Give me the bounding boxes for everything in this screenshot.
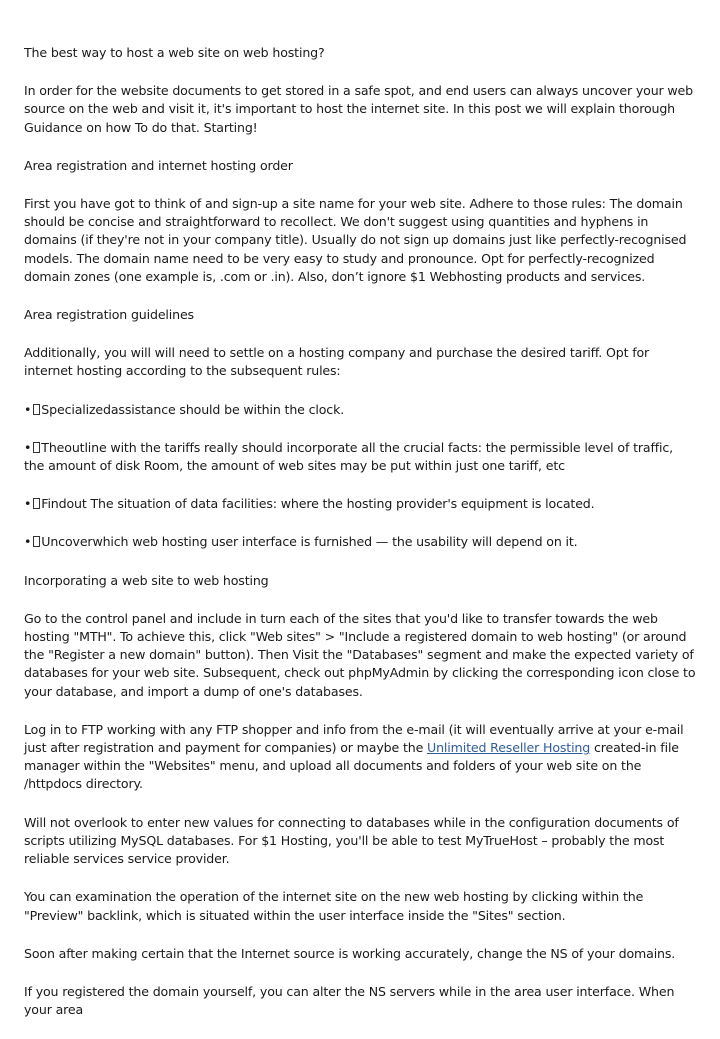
ns-servers-paragraph: If you registered the domain yourself, you can alter the NS servers while in the area user interface. When your area xyxy=(24,983,675,1018)
bullet-item-interface xyxy=(24,533,696,551)
hosting-choice-paragraph: Additionally, you will will need to settle on a hosting company and purchase the desired tariff. Opt for internet hosting according to the subsequent rules: xyxy=(24,345,650,379)
section-heading-incorporating: Incorporating a web site to web hosting xyxy=(24,572,269,588)
bullet-text: outline with the tariffs really should incorporate all the crucial facts: the permissible level of traffic, the amount of disk Room, the amount of web sites may be put within just one tariff, etc xyxy=(24,439,674,474)
bullet-word: The xyxy=(41,439,65,455)
domain-rules-paragraph: First you have got to think of and sign-up a site name for your web site. Adhere to those rules: The domain should be concise and straightforward to recollect. We don't suggest using quantities and hyphens in domains (if they're not in your company title). Usually do not sign up domains just like perfectly-recognised models. The domain name need to be very easy to study and pronounce. Opt for perfectly-recognized domain zones (one example is, .com or .in). Also, don’t ignore $1 Webhosting products and services. xyxy=(24,196,687,284)
bullet-word: Uncover xyxy=(41,534,93,550)
missing-glyph-icon xyxy=(33,442,40,453)
section-heading-registration: Area registration and internet hosting order xyxy=(24,157,293,173)
bullet-item-support xyxy=(24,401,696,419)
bullet-icon: • xyxy=(24,401,32,417)
bullet-word: Find xyxy=(41,496,67,512)
database-config-paragraph: Will not overlook to enter new values for connecting to databases while in the configuration documents of scripts utilizing MySQL databases. For $1 Hosting, you'll be able to test MyTrueHost – probably the most reliable services service provider. xyxy=(24,814,679,867)
preview-paragraph: You can examination the operation of the internet site on the new web hosting by clicking within the "Preview" backlink, which is situated within the user interface inside the "Sites" section. xyxy=(24,889,644,923)
bullet-icon: • xyxy=(24,496,32,512)
ns-change-paragraph: Soon after making certain that the Internet source is working accurately, change the NS of your domains. xyxy=(24,945,676,961)
bullet-icon: • xyxy=(24,439,32,455)
page-title: The best way to host a web site on web hosting? xyxy=(24,45,325,60)
bullet-text: assistance should be within the clock. xyxy=(110,401,345,417)
bullet-item-tariffs xyxy=(24,439,696,475)
section-heading-guidelines: Area registration guidelines xyxy=(24,307,194,323)
unlimited-reseller-hosting-link[interactable]: Unlimited Reseller Hosting xyxy=(427,740,591,756)
control-panel-paragraph: Go to the control panel and include in turn each of the sites that you'd like to transfer towards the web hosting "MTH". To achieve this, click "Web sites" > "Include a registered domain to web hosting" (or around the "Register a new domain" button). Then Visit the "Databases" segment and make the expected variety of databases for your web site. Subsequent, check out phpMyAdmin by clicking the corresponding icon close to your database, and import a dump of one's databases. xyxy=(24,610,696,699)
bullet-item-datacenters xyxy=(24,495,696,513)
ftp-paragraph xyxy=(24,721,696,794)
missing-glyph-icon xyxy=(33,536,40,547)
document-body xyxy=(24,44,696,1039)
ftp-text-before: Log in to FTP working with any FTP shopper and info from the e-mail (it will eventually arrive at your e-mail just after registration and payment for companies) or maybe the xyxy=(24,721,684,756)
missing-glyph-icon xyxy=(33,498,40,509)
bullet-word: Specialized xyxy=(41,401,111,417)
ftp-text-after: created-in file manager within the "Websites" menu, and upload all documents and folders of your web site on the /httpdocs directory. xyxy=(24,740,679,792)
bullet-text: which web hosting user interface is furnished — the usability will depend on it. xyxy=(92,534,578,550)
intro-paragraph: In order for the website documents to get stored in a safe spot, and end users can always uncover your web source on the web and visit it, it's important to host the internet site. In this post we will explain thorough Guidance on how To do that. Starting! xyxy=(24,83,693,135)
bullet-icon: • xyxy=(24,534,32,550)
missing-glyph-icon xyxy=(33,404,40,415)
bullet-text: out The situation of data facilities: where the hosting provider's equipment is located. xyxy=(66,496,595,512)
